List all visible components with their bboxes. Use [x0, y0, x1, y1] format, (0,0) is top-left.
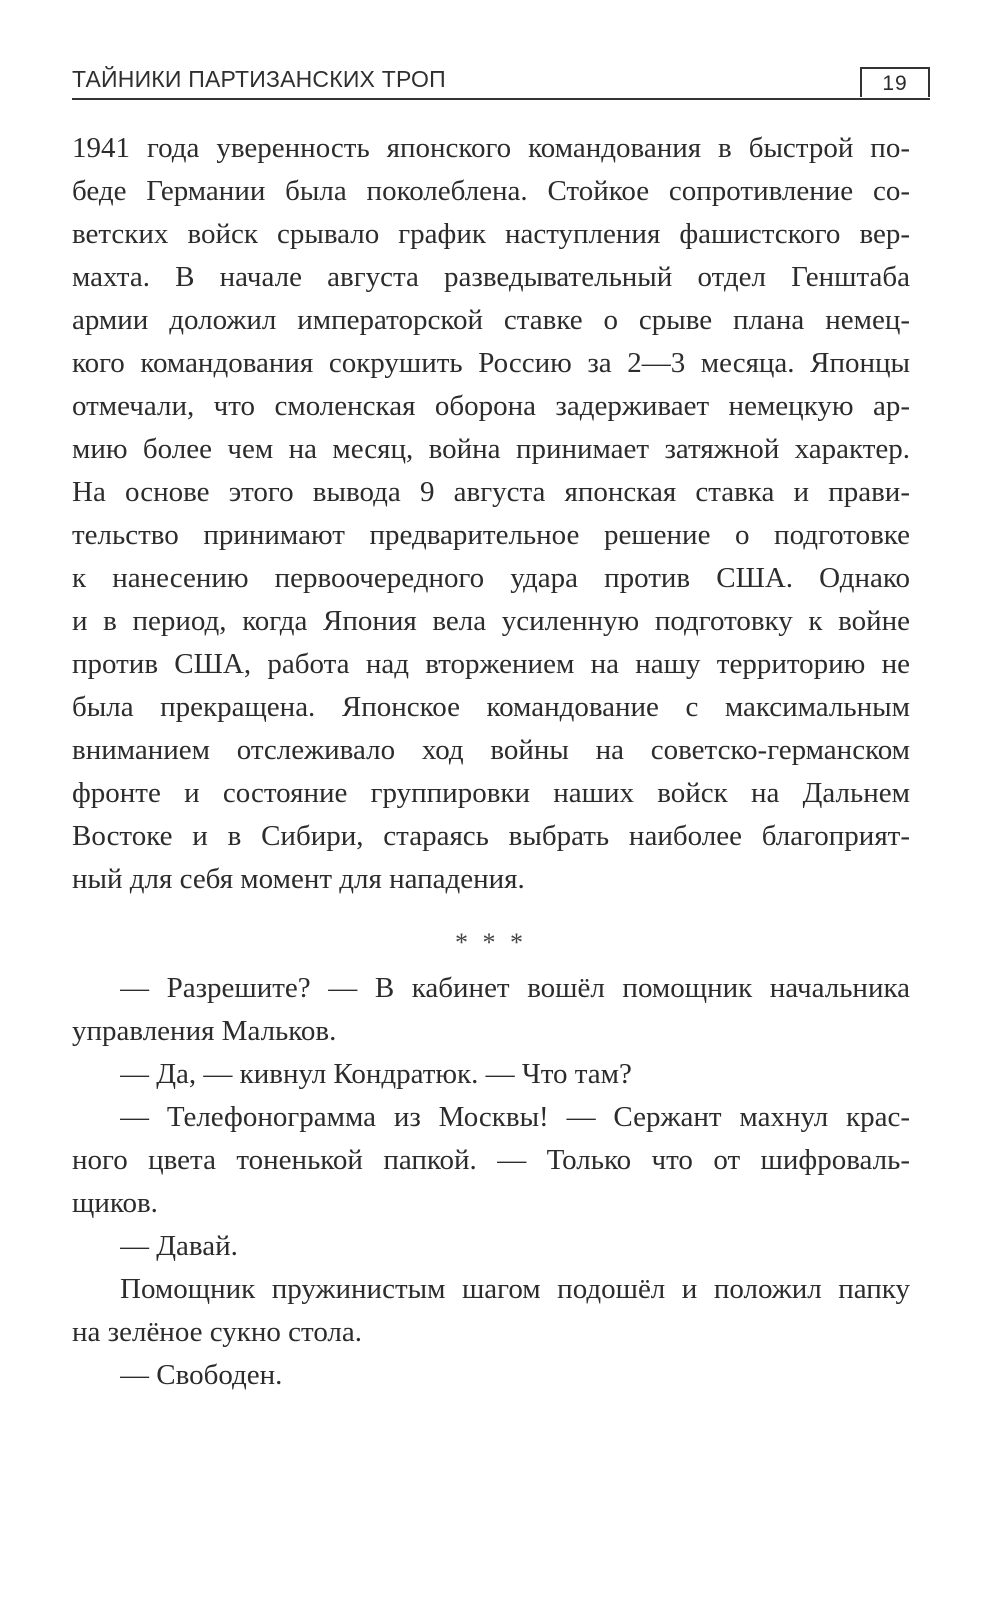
- dialogue-line: — Телефонограмма из Москвы! — Сержант махнул крас-: [120, 1101, 910, 1133]
- dialogue-line: — Давай.: [120, 1230, 238, 1262]
- text-line: мию более чем на месяц, война принимает затяжной характер.: [72, 433, 910, 465]
- section-separator: * * *: [455, 928, 527, 957]
- text-line: На основе этого вывода 9 августа японская ставка и прави-: [72, 476, 910, 508]
- dialogue-line: — Разрешите? — В кабинет вошёл помощник начальника: [120, 972, 910, 1004]
- text-line: ный для себя момент для нападения.: [72, 863, 525, 895]
- text-line: кого командования сокрушить Россию за 2—3 месяца. Японцы: [72, 347, 910, 379]
- text-line: к нанесению первоочередного удара против США. Однако: [72, 562, 910, 594]
- text-line: фронте и состояние группировки наших войск на Дальнем: [72, 777, 910, 809]
- dialogue-line: щиков.: [72, 1187, 158, 1219]
- text-line: армии доложил императорской ставке о срыве плана немец-: [72, 304, 910, 336]
- text-line: 1941 года уверенность японского командования в быстрой по-: [72, 132, 910, 164]
- dialogue-line: — Да, — кивнул Кондратюк. — Что там?: [120, 1058, 632, 1090]
- dialogue-line: управления Мальков.: [72, 1015, 337, 1047]
- text-line: ветских войск срывало график наступления фашистского вер-: [72, 218, 910, 250]
- page-number: 19: [882, 71, 908, 95]
- page-number-box: [860, 67, 930, 97]
- text-line: и в период, когда Япония вела усиленную подготовку к войне: [72, 605, 910, 637]
- text-line: отмечали, что смоленская оборона задерживает немецкую ар-: [72, 390, 910, 422]
- text-line: беде Германии была поколеблена. Стойкое сопротивление со-: [72, 175, 910, 207]
- text-line: махта. В начале августа разведывательный отдел Генштаба: [72, 261, 910, 293]
- running-title: ТАЙНИКИ ПАРТИЗАНСКИХ ТРОП: [72, 66, 446, 92]
- text-line: против США, работа над вторжением на нашу территорию не: [72, 648, 910, 680]
- text-line: Востоке и в Сибири, стараясь выбрать наиболее благоприят-: [72, 820, 910, 852]
- text-line: тельство принимают предварительное решение о подготовке: [72, 519, 910, 551]
- text-line: была прекращена. Японское командование с максимальным: [72, 691, 910, 723]
- header-rule: [72, 98, 930, 100]
- dialogue-line: ного цвета тоненькой папкой. — Только что от шифроваль-: [72, 1144, 910, 1176]
- text-line: вниманием отслеживало ход войны на советско-германском: [72, 734, 910, 766]
- page-header: [72, 58, 930, 102]
- dialogue-line: на зелёное сукно стола.: [72, 1316, 363, 1348]
- dialogue-line: Помощник пружинистым шагом подошёл и положил папку: [120, 1273, 910, 1305]
- dialogue-line: — Свободен.: [120, 1359, 283, 1391]
